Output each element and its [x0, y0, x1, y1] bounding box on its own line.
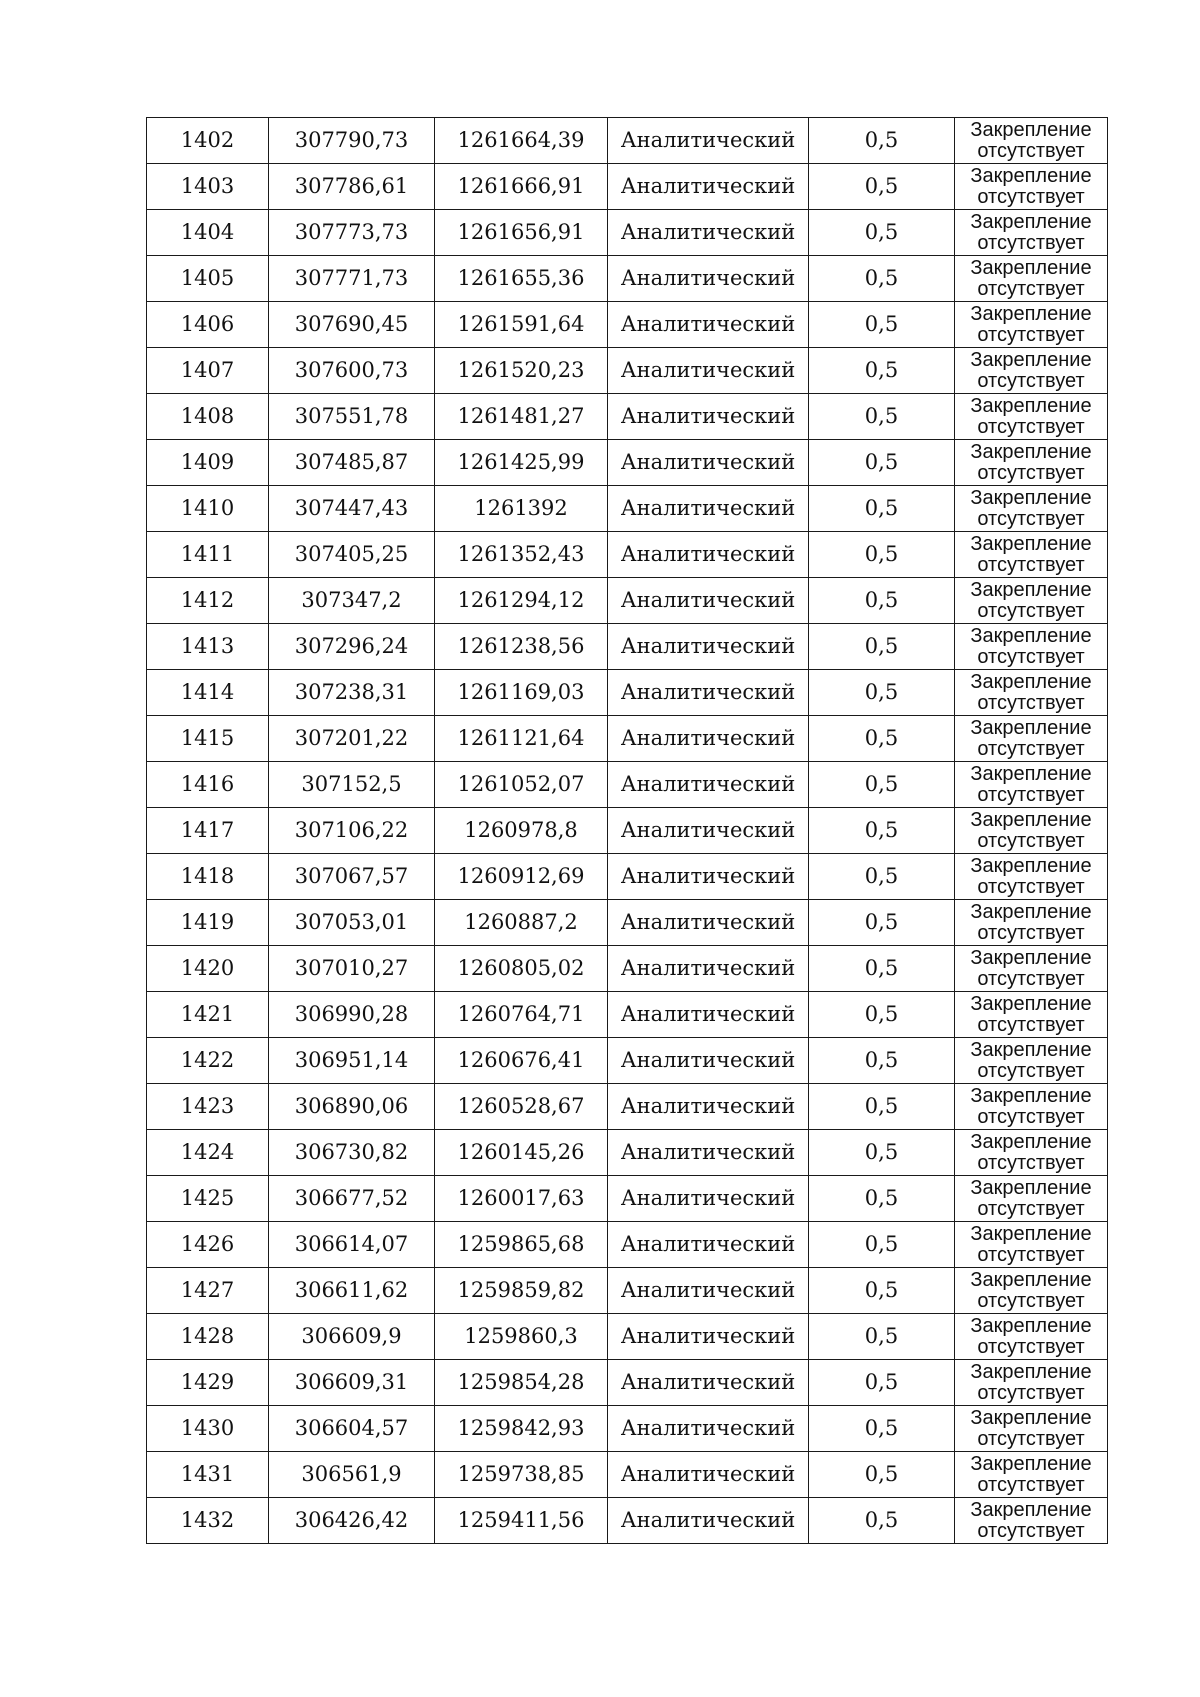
table-row	[147, 716, 1108, 762]
fixation-text: Закрепление	[970, 762, 1092, 785]
y-coordinate-cell: 1261666,91	[435, 164, 608, 210]
fixation-cell	[955, 1222, 1108, 1268]
method-cell: Аналитический	[608, 808, 809, 854]
y-coordinate-cell: 1260676,41	[435, 1038, 608, 1084]
method-cell: Аналитический	[608, 348, 809, 394]
point-number-cell: 1432	[147, 1498, 269, 1544]
accuracy-cell: 0,5	[809, 532, 955, 578]
y-coordinate-cell: 1261052,07	[435, 762, 608, 808]
fixation-text: отсутствует	[977, 415, 1085, 438]
y-coordinate-cell: 1261238,56	[435, 624, 608, 670]
fixation-text: отсутствует	[977, 507, 1085, 530]
y-coordinate-cell: 1261294,12	[435, 578, 608, 624]
point-number-cell: 1410	[147, 486, 269, 532]
table-row	[147, 624, 1108, 670]
fixation-text: отсутствует	[977, 369, 1085, 392]
accuracy-cell: 0,5	[809, 1176, 955, 1222]
fixation-cell	[955, 808, 1108, 854]
accuracy-cell: 0,5	[809, 624, 955, 670]
table-row	[147, 532, 1108, 578]
fixation-text: отсутствует	[977, 1335, 1085, 1358]
method-cell: Аналитический	[608, 900, 809, 946]
point-number-cell: 1423	[147, 1084, 269, 1130]
table-row	[147, 1222, 1108, 1268]
point-number-cell: 1421	[147, 992, 269, 1038]
x-coordinate-cell: 306614,07	[269, 1222, 435, 1268]
fixation-text: отсутствует	[977, 185, 1085, 208]
accuracy-cell: 0,5	[809, 118, 955, 164]
point-number-cell: 1415	[147, 716, 269, 762]
point-number-cell: 1424	[147, 1130, 269, 1176]
point-number-cell: 1419	[147, 900, 269, 946]
point-number-cell: 1408	[147, 394, 269, 440]
fixation-text: Закрепление	[970, 854, 1092, 877]
accuracy-cell: 0,5	[809, 394, 955, 440]
accuracy-cell: 0,5	[809, 808, 955, 854]
fixation-cell	[955, 946, 1108, 992]
fixation-text: отсутствует	[977, 599, 1085, 622]
y-coordinate-cell: 1261656,91	[435, 210, 608, 256]
fixation-cell	[955, 394, 1108, 440]
fixation-cell	[955, 1452, 1108, 1498]
accuracy-cell: 0,5	[809, 1268, 955, 1314]
table-row	[147, 1498, 1108, 1544]
table-row	[147, 1084, 1108, 1130]
point-number-cell: 1425	[147, 1176, 269, 1222]
y-coordinate-cell: 1261520,23	[435, 348, 608, 394]
method-cell: Аналитический	[608, 1268, 809, 1314]
fixation-cell	[955, 348, 1108, 394]
fixation-cell	[955, 1314, 1108, 1360]
fixation-text: отсутствует	[977, 1013, 1085, 1036]
y-coordinate-cell: 1259738,85	[435, 1452, 608, 1498]
x-coordinate-cell: 306890,06	[269, 1084, 435, 1130]
fixation-text: Закрепление	[970, 900, 1092, 923]
fixation-cell	[955, 1360, 1108, 1406]
accuracy-cell: 0,5	[809, 854, 955, 900]
x-coordinate-cell: 307690,45	[269, 302, 435, 348]
x-coordinate-cell: 306990,28	[269, 992, 435, 1038]
x-coordinate-cell: 306609,31	[269, 1360, 435, 1406]
y-coordinate-cell: 1260912,69	[435, 854, 608, 900]
table-row	[147, 118, 1108, 164]
x-coordinate-cell: 307053,01	[269, 900, 435, 946]
accuracy-cell: 0,5	[809, 1084, 955, 1130]
point-number-cell: 1428	[147, 1314, 269, 1360]
fixation-text: Закрепление	[970, 1314, 1092, 1337]
method-cell: Аналитический	[608, 1360, 809, 1406]
x-coordinate-cell: 307152,5	[269, 762, 435, 808]
fixation-cell	[955, 716, 1108, 762]
fixation-cell	[955, 670, 1108, 716]
accuracy-cell: 0,5	[809, 256, 955, 302]
y-coordinate-cell: 1261425,99	[435, 440, 608, 486]
table-row	[147, 1176, 1108, 1222]
fixation-text: Закрепление	[970, 1176, 1092, 1199]
method-cell: Аналитический	[608, 302, 809, 348]
fixation-text: отсутствует	[977, 1381, 1085, 1404]
fixation-text: Закрепление	[970, 1130, 1092, 1153]
accuracy-cell: 0,5	[809, 1498, 955, 1544]
point-number-cell: 1402	[147, 118, 269, 164]
table-row	[147, 302, 1108, 348]
table-row	[147, 808, 1108, 854]
accuracy-cell: 0,5	[809, 1406, 955, 1452]
method-cell: Аналитический	[608, 762, 809, 808]
accuracy-cell: 0,5	[809, 670, 955, 716]
x-coordinate-cell: 306951,14	[269, 1038, 435, 1084]
point-number-cell: 1431	[147, 1452, 269, 1498]
y-coordinate-cell: 1260145,26	[435, 1130, 608, 1176]
accuracy-cell: 0,5	[809, 1452, 955, 1498]
accuracy-cell: 0,5	[809, 900, 955, 946]
y-coordinate-cell: 1260017,63	[435, 1176, 608, 1222]
fixation-text: Закрепление	[970, 486, 1092, 509]
fixation-cell	[955, 440, 1108, 486]
fixation-cell	[955, 256, 1108, 302]
point-number-cell: 1417	[147, 808, 269, 854]
table-row	[147, 1130, 1108, 1176]
x-coordinate-cell: 307296,24	[269, 624, 435, 670]
table-row	[147, 348, 1108, 394]
fixation-cell	[955, 992, 1108, 1038]
y-coordinate-cell: 1260528,67	[435, 1084, 608, 1130]
accuracy-cell: 0,5	[809, 440, 955, 486]
fixation-text: Закрепление	[970, 440, 1092, 463]
y-coordinate-cell: 1261121,64	[435, 716, 608, 762]
table-row	[147, 900, 1108, 946]
y-coordinate-cell: 1259860,3	[435, 1314, 608, 1360]
fixation-text: Закрепление	[970, 808, 1092, 831]
x-coordinate-cell: 307790,73	[269, 118, 435, 164]
fixation-text: отсутствует	[977, 553, 1085, 576]
point-number-cell: 1429	[147, 1360, 269, 1406]
table-row	[147, 394, 1108, 440]
x-coordinate-cell: 307347,2	[269, 578, 435, 624]
point-number-cell: 1411	[147, 532, 269, 578]
point-number-cell: 1422	[147, 1038, 269, 1084]
fixation-text: Закрепление	[970, 1084, 1092, 1107]
method-cell: Аналитический	[608, 1222, 809, 1268]
y-coordinate-cell: 1259859,82	[435, 1268, 608, 1314]
y-coordinate-cell: 1260764,71	[435, 992, 608, 1038]
fixation-text: отсутствует	[977, 1151, 1085, 1174]
x-coordinate-cell: 307010,27	[269, 946, 435, 992]
coordinates-table-body	[147, 118, 1108, 1544]
method-cell: Аналитический	[608, 164, 809, 210]
fixation-text: отсутствует	[977, 691, 1085, 714]
y-coordinate-cell: 1261591,64	[435, 302, 608, 348]
x-coordinate-cell: 306609,9	[269, 1314, 435, 1360]
fixation-text: Закрепление	[970, 256, 1092, 279]
fixation-text: Закрепление	[970, 1452, 1092, 1475]
x-coordinate-cell: 306604,57	[269, 1406, 435, 1452]
method-cell: Аналитический	[608, 486, 809, 532]
fixation-text: Закрепление	[970, 1498, 1092, 1521]
method-cell: Аналитический	[608, 1176, 809, 1222]
fixation-text: Закрепление	[970, 394, 1092, 417]
accuracy-cell: 0,5	[809, 210, 955, 256]
x-coordinate-cell: 307485,87	[269, 440, 435, 486]
table-row	[147, 670, 1108, 716]
fixation-text: Закрепление	[970, 946, 1092, 969]
fixation-cell	[955, 164, 1108, 210]
table-row	[147, 486, 1108, 532]
accuracy-cell: 0,5	[809, 1360, 955, 1406]
fixation-cell	[955, 1406, 1108, 1452]
accuracy-cell: 0,5	[809, 1222, 955, 1268]
table-row	[147, 1452, 1108, 1498]
fixation-text: отсутствует	[977, 967, 1085, 990]
method-cell: Аналитический	[608, 1452, 809, 1498]
accuracy-cell: 0,5	[809, 486, 955, 532]
accuracy-cell: 0,5	[809, 164, 955, 210]
accuracy-cell: 0,5	[809, 1130, 955, 1176]
x-coordinate-cell: 307773,73	[269, 210, 435, 256]
fixation-cell	[955, 532, 1108, 578]
point-number-cell: 1412	[147, 578, 269, 624]
table-row	[147, 1406, 1108, 1452]
x-coordinate-cell: 306611,62	[269, 1268, 435, 1314]
method-cell: Аналитический	[608, 1406, 809, 1452]
fixation-cell	[955, 118, 1108, 164]
fixation-cell	[955, 1130, 1108, 1176]
x-coordinate-cell: 306426,42	[269, 1498, 435, 1544]
fixation-text: отсутствует	[977, 1243, 1085, 1266]
fixation-text: отсутствует	[977, 1519, 1085, 1542]
fixation-cell	[955, 762, 1108, 808]
method-cell: Аналитический	[608, 624, 809, 670]
fixation-cell	[955, 624, 1108, 670]
accuracy-cell: 0,5	[809, 946, 955, 992]
accuracy-cell: 0,5	[809, 302, 955, 348]
table-row	[147, 210, 1108, 256]
y-coordinate-cell: 1261169,03	[435, 670, 608, 716]
x-coordinate-cell: 307447,43	[269, 486, 435, 532]
method-cell: Аналитический	[608, 394, 809, 440]
table-row	[147, 578, 1108, 624]
fixation-text: отсутствует	[977, 645, 1085, 668]
fixation-text: Закрепление	[970, 302, 1092, 325]
fixation-cell	[955, 1084, 1108, 1130]
fixation-text: Закрепление	[970, 118, 1092, 141]
point-number-cell: 1405	[147, 256, 269, 302]
fixation-text: Закрепление	[970, 1406, 1092, 1429]
fixation-cell	[955, 1268, 1108, 1314]
fixation-cell	[955, 1038, 1108, 1084]
x-coordinate-cell: 307106,22	[269, 808, 435, 854]
y-coordinate-cell: 1261664,39	[435, 118, 608, 164]
fixation-text: отсутствует	[977, 461, 1085, 484]
fixation-cell	[955, 578, 1108, 624]
method-cell: Аналитический	[608, 532, 809, 578]
point-number-cell: 1403	[147, 164, 269, 210]
point-number-cell: 1420	[147, 946, 269, 992]
fixation-cell	[955, 302, 1108, 348]
point-number-cell: 1407	[147, 348, 269, 394]
table-row	[147, 1314, 1108, 1360]
fixation-cell	[955, 1176, 1108, 1222]
method-cell: Аналитический	[608, 854, 809, 900]
table-row	[147, 946, 1108, 992]
method-cell: Аналитический	[608, 1130, 809, 1176]
accuracy-cell: 0,5	[809, 1314, 955, 1360]
fixation-text: Закрепление	[970, 1360, 1092, 1383]
accuracy-cell: 0,5	[809, 762, 955, 808]
point-number-cell: 1427	[147, 1268, 269, 1314]
y-coordinate-cell: 1260978,8	[435, 808, 608, 854]
fixation-text: отсутствует	[977, 1427, 1085, 1450]
y-coordinate-cell: 1261392	[435, 486, 608, 532]
table-row	[147, 1038, 1108, 1084]
method-cell: Аналитический	[608, 1498, 809, 1544]
point-number-cell: 1413	[147, 624, 269, 670]
x-coordinate-cell: 307067,57	[269, 854, 435, 900]
point-number-cell: 1418	[147, 854, 269, 900]
fixation-text: Закрепление	[970, 532, 1092, 555]
point-number-cell: 1406	[147, 302, 269, 348]
method-cell: Аналитический	[608, 946, 809, 992]
fixation-text: отсутствует	[977, 921, 1085, 944]
y-coordinate-cell: 1259865,68	[435, 1222, 608, 1268]
point-number-cell: 1416	[147, 762, 269, 808]
method-cell: Аналитический	[608, 210, 809, 256]
fixation-cell	[955, 210, 1108, 256]
method-cell: Аналитический	[608, 578, 809, 624]
fixation-text: Закрепление	[970, 348, 1092, 371]
fixation-text: Закрепление	[970, 624, 1092, 647]
fixation-cell	[955, 900, 1108, 946]
coordinates-table	[146, 117, 1108, 1544]
y-coordinate-cell: 1259842,93	[435, 1406, 608, 1452]
y-coordinate-cell: 1261655,36	[435, 256, 608, 302]
fixation-text: отсутствует	[977, 323, 1085, 346]
fixation-text: отсутствует	[977, 231, 1085, 254]
table-row	[147, 256, 1108, 302]
fixation-text: отсутствует	[977, 277, 1085, 300]
y-coordinate-cell: 1260805,02	[435, 946, 608, 992]
fixation-text: отсутствует	[977, 1473, 1085, 1496]
y-coordinate-cell: 1260887,2	[435, 900, 608, 946]
x-coordinate-cell: 307405,25	[269, 532, 435, 578]
accuracy-cell: 0,5	[809, 992, 955, 1038]
x-coordinate-cell: 307786,61	[269, 164, 435, 210]
fixation-text: Закрепление	[970, 1222, 1092, 1245]
x-coordinate-cell: 307771,73	[269, 256, 435, 302]
method-cell: Аналитический	[608, 256, 809, 302]
fixation-text: Закрепление	[970, 670, 1092, 693]
x-coordinate-cell: 307600,73	[269, 348, 435, 394]
table-row	[147, 854, 1108, 900]
fixation-text: отсутствует	[977, 1105, 1085, 1128]
y-coordinate-cell: 1259411,56	[435, 1498, 608, 1544]
point-number-cell: 1430	[147, 1406, 269, 1452]
method-cell: Аналитический	[608, 716, 809, 762]
fixation-cell	[955, 1498, 1108, 1544]
method-cell: Аналитический	[608, 1038, 809, 1084]
fixation-text: отсутствует	[977, 1289, 1085, 1312]
x-coordinate-cell: 307201,22	[269, 716, 435, 762]
table-row	[147, 762, 1108, 808]
fixation-text: отсутствует	[977, 783, 1085, 806]
fixation-cell	[955, 854, 1108, 900]
point-number-cell: 1409	[147, 440, 269, 486]
x-coordinate-cell: 306677,52	[269, 1176, 435, 1222]
fixation-text: отсутствует	[977, 139, 1085, 162]
fixation-text: Закрепление	[970, 992, 1092, 1015]
y-coordinate-cell: 1259854,28	[435, 1360, 608, 1406]
table-row	[147, 1360, 1108, 1406]
fixation-text: отсутствует	[977, 1197, 1085, 1220]
fixation-text: отсутствует	[977, 1059, 1085, 1082]
table-row	[147, 1268, 1108, 1314]
table-row	[147, 440, 1108, 486]
method-cell: Аналитический	[608, 118, 809, 164]
table-row	[147, 164, 1108, 210]
fixation-text: отсутствует	[977, 875, 1085, 898]
method-cell: Аналитический	[608, 992, 809, 1038]
method-cell: Аналитический	[608, 1314, 809, 1360]
accuracy-cell: 0,5	[809, 716, 955, 762]
fixation-cell	[955, 486, 1108, 532]
fixation-text: Закрепление	[970, 716, 1092, 739]
x-coordinate-cell: 307551,78	[269, 394, 435, 440]
x-coordinate-cell: 307238,31	[269, 670, 435, 716]
fixation-text: отсутствует	[977, 737, 1085, 760]
point-number-cell: 1404	[147, 210, 269, 256]
method-cell: Аналитический	[608, 1084, 809, 1130]
fixation-text: Закрепление	[970, 578, 1092, 601]
fixation-text: Закрепление	[970, 1268, 1092, 1291]
fixation-text: отсутствует	[977, 829, 1085, 852]
point-number-cell: 1426	[147, 1222, 269, 1268]
x-coordinate-cell: 306561,9	[269, 1452, 435, 1498]
fixation-text: Закрепление	[970, 164, 1092, 187]
y-coordinate-cell: 1261352,43	[435, 532, 608, 578]
x-coordinate-cell: 306730,82	[269, 1130, 435, 1176]
method-cell: Аналитический	[608, 670, 809, 716]
accuracy-cell: 0,5	[809, 1038, 955, 1084]
y-coordinate-cell: 1261481,27	[435, 394, 608, 440]
fixation-text: Закрепление	[970, 210, 1092, 233]
point-number-cell: 1414	[147, 670, 269, 716]
accuracy-cell: 0,5	[809, 348, 955, 394]
fixation-text: Закрепление	[970, 1038, 1092, 1061]
accuracy-cell: 0,5	[809, 578, 955, 624]
table-row	[147, 992, 1108, 1038]
method-cell: Аналитический	[608, 440, 809, 486]
